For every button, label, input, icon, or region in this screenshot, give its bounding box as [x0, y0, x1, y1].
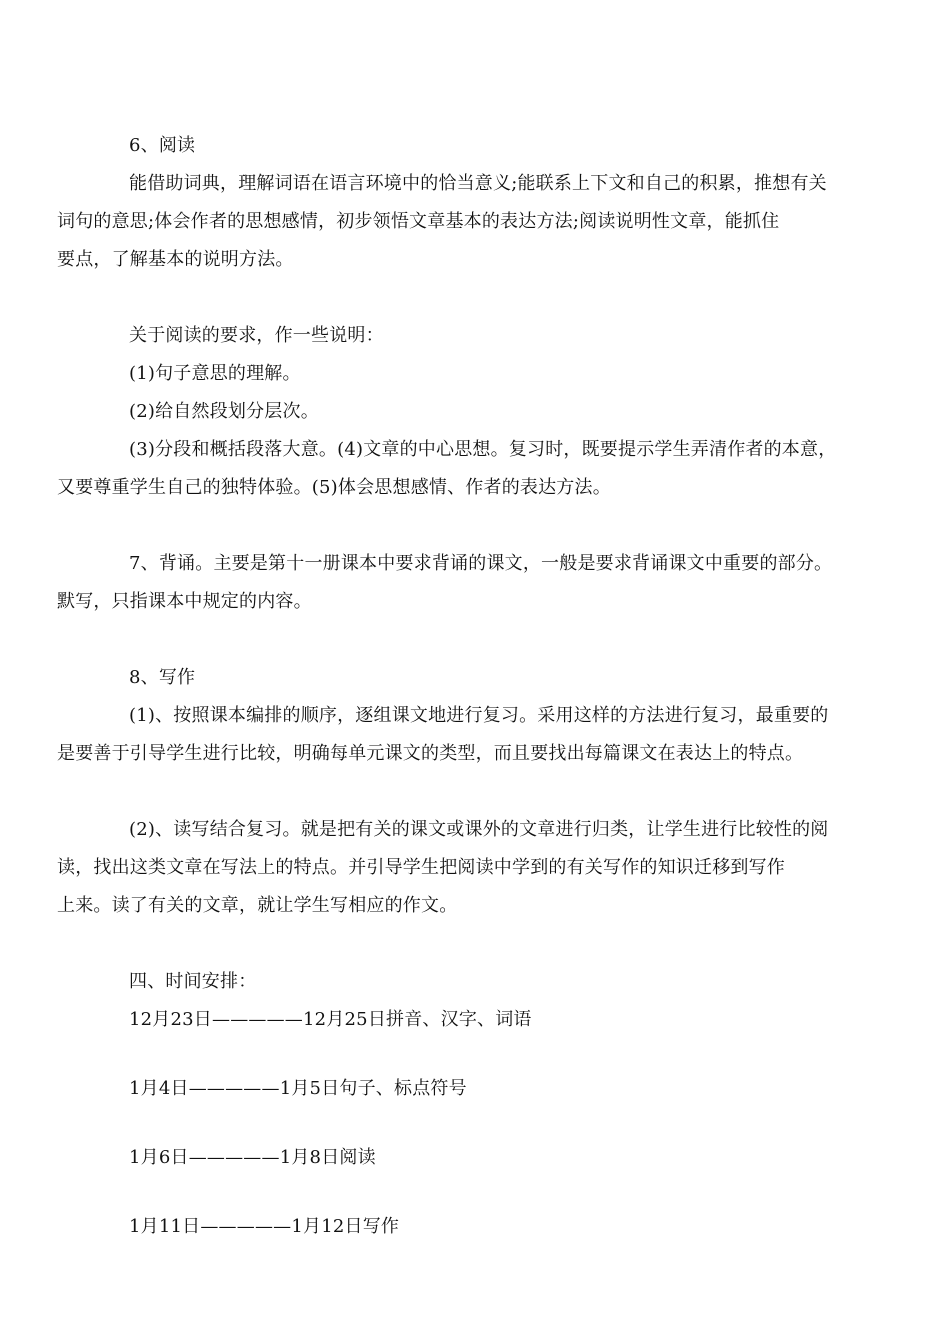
schedule-item: 12月23日—————12月25日拼音、汉字、词语	[129, 1009, 532, 1030]
schedule-item: 1月6日—————1月8日阅读	[129, 1147, 376, 1168]
schedule-item: 1月11日—————1月12日写作	[129, 1216, 400, 1237]
section-8-heading: 8、写作	[129, 667, 196, 688]
reading-note-1: (1)句子意思的理解。	[129, 363, 301, 384]
schedule-heading: 四、时间安排：	[129, 971, 257, 992]
paragraph-line: 默写，只指课本中规定的内容。	[57, 591, 312, 612]
paragraph-line: (1)、按照课本编排的顺序，逐组课文地进行复习。采用这样的方法进行复习，最重要的	[129, 705, 829, 726]
paragraph-line: 7、背诵。主要是第十一册课本中要求背诵的课文，一般是要求背诵课文中重要的部分。	[129, 553, 833, 574]
paragraph-line: 上来。读了有关的文章，就让学生写相应的作文。	[57, 895, 458, 916]
paragraph-line: 词句的意思;体会作者的思想感情，初步领悟文章基本的表达方法;阅读说明性文章，能抓住	[57, 211, 780, 232]
paragraph-line: 读，找出这类文章在写法上的特点。并引导学生把阅读中学到的有关写作的知识迁移到写作	[57, 857, 785, 878]
paragraph-line: 又要尊重学生自己的独特体验。(5)体会思想感情、作者的表达方法。	[57, 477, 611, 498]
section-7-paragraph	[57, 545, 863, 621]
writing-item-2	[57, 811, 863, 925]
paragraph-line: (2)、读写结合复习。就是把有关的课文或课外的文章进行归类，让学生进行比较性的阅	[129, 819, 829, 840]
schedule-item: 1月4日—————1月5日句子、标点符号	[129, 1078, 467, 1099]
paragraph-line: 能借助词典，理解词语在语言环境中的恰当意义;能联系上下文和自己的积累，推想有关	[129, 173, 827, 194]
paragraph-line: 是要善于引导学生进行比较，明确每单元课文的类型，而且要找出每篇课文在表达上的特点。	[57, 743, 804, 764]
paragraph-line: (3)分段和概括段落大意。(4)文章的中心思想。复习时，既要提示学生弄清作者的本意，	[129, 439, 837, 460]
writing-item-1	[57, 697, 863, 773]
section-6-paragraph	[57, 165, 863, 279]
paragraph-line: 要点，了解基本的说明方法。	[57, 249, 294, 270]
reading-note-2: (2)给自然段划分层次。	[129, 401, 319, 422]
reading-notes-intro: 关于阅读的要求，作一些说明：	[129, 325, 384, 346]
reading-note-3	[57, 431, 863, 507]
section-6-heading: 6、阅读	[129, 135, 196, 156]
